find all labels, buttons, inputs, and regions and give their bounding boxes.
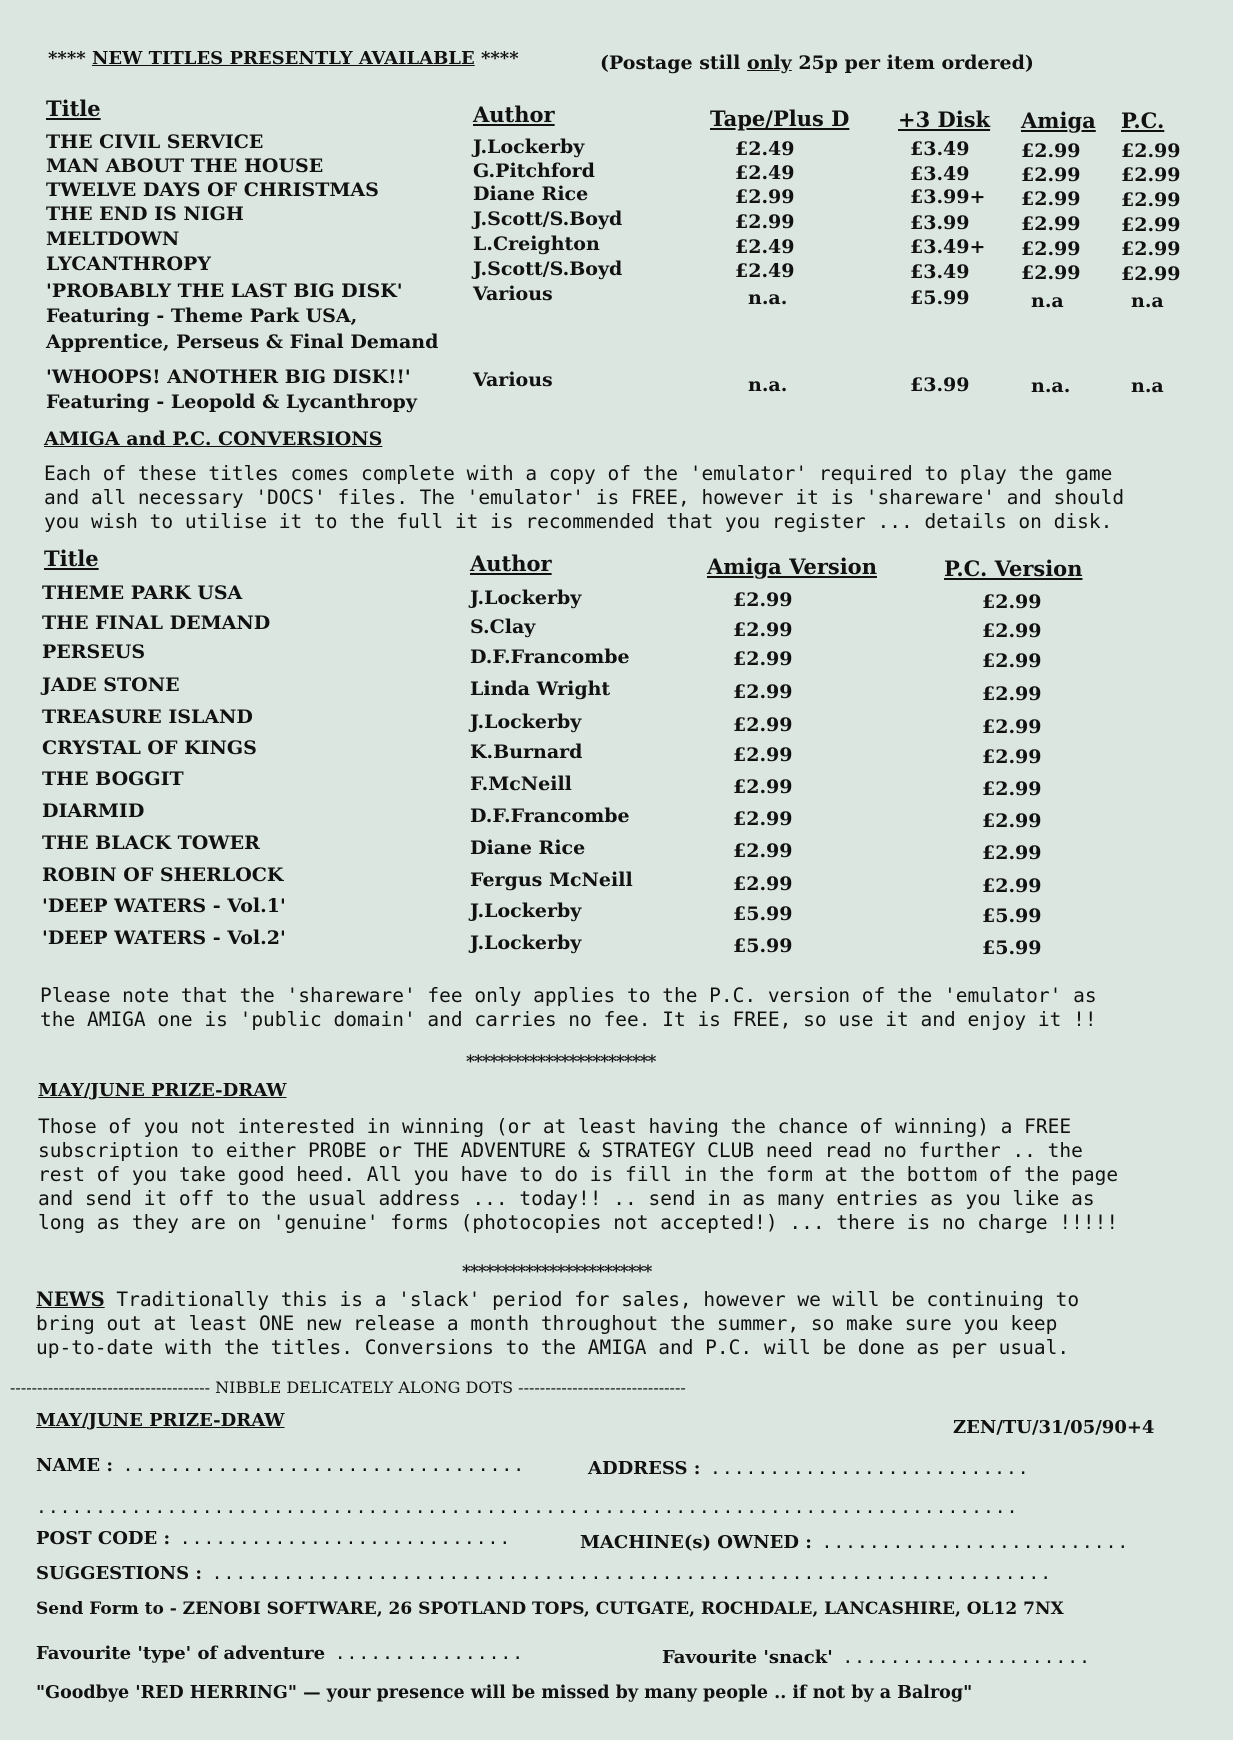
conv-row-author: D.F.Francombe (470, 805, 630, 827)
big-disk-2-amiga: n.a. (1031, 375, 1071, 397)
new-title-row-amiga: £2.99 (1021, 140, 1081, 162)
new-title-row-author: Various (473, 283, 553, 305)
new-title-row-tape: n.a. (748, 287, 788, 309)
new-title-row-title: TWELVE DAYS OF CHRISTMAS (46, 179, 379, 201)
cut-line-left: ------------------------------------- (10, 1378, 211, 1397)
header-stars-right: **** (480, 48, 519, 69)
postcode-field[interactable]: ............................ (179, 1528, 512, 1549)
new-title-row-amiga: £2.99 (1021, 164, 1081, 186)
separator-stars-2: ************************ (462, 1262, 652, 1282)
new-title-row-amiga: n.a (1031, 290, 1064, 312)
machine-field[interactable]: .......................... (821, 1532, 1130, 1553)
conv-row-title: THE BOGGIT (42, 768, 184, 790)
new-title-row-amiga: £2.99 (1021, 213, 1081, 235)
conv-row-amiga: £5.99 (733, 935, 793, 957)
conv-row-amiga: £2.99 (733, 808, 793, 830)
suggestions-field[interactable]: ....................................................................... (211, 1563, 1053, 1584)
new-title-row-tape: £2.99 (735, 186, 795, 208)
postcode-label: POST CODE : (36, 1528, 171, 1549)
conv-row-title: THEME PARK USA (42, 582, 243, 604)
col-disk-heading: +3 Disk (898, 107, 991, 132)
new-title-row-amiga: £2.99 (1021, 262, 1081, 284)
new-title-row-title: 'PROBABLY THE LAST BIG DISK' (46, 280, 403, 302)
conv-row-amiga: £2.99 (733, 873, 793, 895)
prize-heading: MAY/JUNE PRIZE-DRAW (38, 1080, 287, 1101)
address-row (588, 1458, 1030, 1479)
favourite-type-field[interactable]: ................ (334, 1643, 525, 1664)
conv-row-title: 'DEEP WATERS - Vol.1' (42, 895, 286, 917)
conv-row-title: JADE STONE (42, 674, 180, 696)
conv-row-title: DIARMID (42, 800, 145, 822)
new-title-row-amiga: £2.99 (1021, 238, 1081, 260)
conversions-intro-line: Each of these titles comes complete with a copy of the 'emulator' required to play the game (44, 462, 1113, 485)
new-title-row-pc: n.a (1131, 290, 1164, 312)
new-title-row-disk: £3.49 (910, 163, 970, 185)
news-line: up-to-date with the titles. Conversions to the AMIGA and P.C. will be done as per usual. (36, 1336, 1070, 1359)
new-title-row-author: G.Pitchford (473, 160, 595, 182)
conv-row-title: TREASURE ISLAND (42, 706, 253, 728)
send-form-address: Send Form to - ZENOBI SOFTWARE, 26 SPOTLAND TOPS, CUTGATE, ROCHDALE, LANCASHIRE, OL12 7NX (36, 1599, 1064, 1619)
prize-line: Those of you not interested in winning (or at least having the chance of winning) a FREE (38, 1115, 1072, 1138)
conv-row-pc: £2.99 (982, 746, 1042, 768)
favourite-snack-label: Favourite 'snack' (662, 1647, 833, 1668)
conversions-intro-line: you wish to utilise it to the full it is recommended that you register ... details on disk. (44, 510, 1113, 533)
cut-line (10, 1378, 686, 1397)
new-title-row-tape: £2.99 (735, 211, 795, 233)
conv-row-amiga: £2.99 (733, 840, 793, 862)
form-reference: ZEN/TU/31/05/90+4 (953, 1417, 1155, 1438)
new-title-row-title: THE END IS NIGH (46, 203, 244, 225)
conv-col-amiga-heading: Amiga Version (707, 554, 877, 579)
conv-row-author: D.F.Francombe (470, 646, 630, 668)
big-disk-1-featuring-2: Apprentice, Perseus & Final Demand (46, 331, 439, 353)
big-disk-1-featuring: Featuring - Theme Park USA, (46, 305, 358, 327)
address-field-line-2[interactable]: ................................................................................... (36, 1497, 1019, 1518)
news-text (36, 1288, 1079, 1360)
new-title-row-pc: £2.99 (1121, 238, 1181, 260)
conv-row-author: J.Lockerby (470, 932, 582, 954)
separator-stars: ************************ (466, 1052, 656, 1072)
conv-row-author: Diane Rice (470, 837, 586, 859)
suggestions-row (36, 1563, 1052, 1584)
conv-row-amiga: £2.99 (733, 681, 793, 703)
conversions-intro-line: and all necessary 'DOCS' files. The 'emulator' is FREE, however it is 'shareware' and should (44, 486, 1125, 509)
new-title-row-title: MAN ABOUT THE HOUSE (46, 155, 324, 177)
postage-only: only (746, 52, 792, 74)
conv-row-pc: £2.99 (982, 875, 1042, 897)
conv-row-amiga: £2.99 (733, 619, 793, 641)
prize-text (38, 1115, 1118, 1235)
postage-pre: (Postage still (600, 52, 747, 74)
col-author-heading: Author (473, 102, 555, 127)
prize-line: subscription to either PROBE or THE ADVENTURE & STRATEGY CLUB need read no further .. the (38, 1139, 1083, 1162)
conv-row-pc: £5.99 (982, 905, 1042, 927)
header-line (48, 48, 519, 69)
shareware-note-line: Please note that the 'shareware' fee only applies to the P.C. version of the 'emulator' as (40, 984, 1097, 1007)
big-disk-2-featuring: Featuring - Leopold & Lycanthropy (46, 391, 417, 413)
postage-note (600, 52, 1034, 74)
header-stars-left: **** (48, 48, 86, 69)
conv-row-author: J.Lockerby (470, 900, 582, 922)
col-title-heading: Title (46, 96, 101, 121)
conv-row-title: 'DEEP WATERS - Vol.2' (42, 927, 286, 949)
conv-row-pc: £5.99 (982, 937, 1042, 959)
new-title-row-author: J.Scott/S.Boyd (473, 208, 623, 230)
new-title-row-disk: £3.99+ (910, 186, 986, 208)
new-title-row-author: Diane Rice (473, 183, 589, 205)
goodbye-line: "Goodbye 'RED HERRING" — your presence will be missed by many people .. if not by a Balrog" (36, 1683, 973, 1703)
cut-line-text: NIBBLE DELICATELY ALONG DOTS (215, 1378, 514, 1397)
address-label: ADDRESS : (588, 1458, 701, 1479)
shareware-note-line: the AMIGA one is 'public domain' and carries no fee. It is FREE, so use it and enjoy it !! (40, 1008, 1097, 1031)
postage-post: 25p per item ordered) (791, 52, 1034, 74)
conv-row-amiga: £2.99 (733, 776, 793, 798)
conv-row-pc: £2.99 (982, 716, 1042, 738)
new-title-row-tape: £2.49 (735, 162, 795, 184)
conv-row-pc: £2.99 (982, 810, 1042, 832)
new-title-row-pc: £2.99 (1121, 140, 1181, 162)
new-title-row-disk: £3.99 (910, 212, 970, 234)
conv-row-title: CRYSTAL OF KINGS (42, 737, 257, 759)
new-title-row-author: L.Creighton (473, 233, 600, 255)
conv-row-title: PERSEUS (42, 641, 146, 663)
news-line: Traditionally this is a 'slack' period for sales, however we will be continuing to (104, 1288, 1080, 1311)
favourite-type-row (36, 1643, 524, 1664)
news-label: NEWS (36, 1288, 105, 1311)
conv-row-pc: £2.99 (982, 620, 1042, 642)
name-row (36, 1455, 525, 1476)
conv-row-amiga: £5.99 (733, 903, 793, 925)
conv-row-amiga: £2.99 (733, 744, 793, 766)
conv-row-title: THE FINAL DEMAND (42, 612, 271, 634)
new-title-row-tape: £2.49 (735, 260, 795, 282)
conv-row-pc: £2.99 (982, 842, 1042, 864)
name-field[interactable]: .................................. (122, 1455, 526, 1476)
machine-label: MACHINE(s) OWNED : (580, 1532, 812, 1553)
machine-row (580, 1532, 1129, 1553)
big-disk-2-title: 'WHOOPS! ANOTHER BIG DISK!!' (46, 366, 411, 388)
new-title-row-disk: £5.99 (910, 287, 970, 309)
prize-line: and send it off to the usual address ... today!! .. send in as many entries as you like as (38, 1187, 1095, 1210)
conv-row-pc: £2.99 (982, 591, 1042, 613)
new-title-row-author: J.Lockerby (473, 136, 585, 158)
big-disk-2-tape: n.a. (748, 374, 788, 396)
new-title-row-title: MELTDOWN (46, 228, 180, 250)
name-label: NAME : (36, 1455, 113, 1476)
new-title-row-pc: £2.99 (1121, 214, 1181, 236)
col-pc-heading: P.C. (1121, 108, 1165, 133)
conv-row-author: S.Clay (470, 616, 536, 638)
cut-line-right: ------------------------------- (518, 1378, 686, 1397)
prize-line: long as they are on 'genuine' forms (photocopies not accepted!) ... there is no charge !!!!! (38, 1211, 1119, 1234)
prize-line: rest of you take good heed. All you have to do is fill in the form at the bottom of the page (38, 1163, 1119, 1186)
conversions-heading: AMIGA and P.C. CONVERSIONS (44, 428, 383, 450)
big-disk-2-pc: n.a (1131, 375, 1164, 397)
header-title: NEW TITLES PRESENTLY AVAILABLE (91, 48, 475, 69)
conv-col-title-heading: Title (44, 546, 99, 571)
new-title-row-pc: £2.99 (1121, 263, 1181, 285)
shareware-note (40, 984, 1097, 1032)
postcode-row (36, 1528, 511, 1549)
big-disk-2-disk: £3.99 (910, 374, 970, 396)
address-field[interactable]: ........................... (710, 1458, 1030, 1479)
new-title-row-author: J.Scott/S.Boyd (473, 258, 623, 280)
conv-row-author: J.Lockerby (470, 711, 582, 733)
conv-row-pc: £2.99 (982, 683, 1042, 705)
conv-row-pc: £2.99 (982, 650, 1042, 672)
conv-col-author-heading: Author (470, 551, 552, 576)
conv-row-amiga: £2.99 (733, 589, 793, 611)
conv-row-author: K.Burnard (470, 741, 583, 763)
new-title-row-disk: £3.49 (910, 261, 970, 283)
new-title-row-tape: £2.49 (735, 138, 795, 160)
conv-row-title: ROBIN OF SHERLOCK (42, 864, 284, 886)
new-title-row-pc: £2.99 (1121, 189, 1181, 211)
new-title-row-tape: £2.49 (735, 236, 795, 258)
new-title-row-disk: £3.49 (910, 138, 970, 160)
favourite-snack-field[interactable]: ..................... (842, 1647, 1091, 1668)
conv-row-author: Fergus McNeill (470, 869, 633, 891)
conv-row-amiga: £2.99 (733, 648, 793, 670)
new-title-row-title: LYCANTHROPY (46, 253, 211, 275)
conversions-intro (44, 462, 1124, 534)
conv-row-title: THE BLACK TOWER (42, 832, 260, 854)
conv-row-author: J.Lockerby (470, 587, 582, 609)
news-line: bring out at least ONE new release a month throughout the summer, so make sure you keep (36, 1312, 1058, 1335)
col-tape-heading: Tape/Plus D (710, 106, 850, 131)
conv-row-amiga: £2.99 (733, 714, 793, 736)
favourite-snack-row (662, 1647, 1091, 1668)
new-title-row-amiga: £2.99 (1021, 188, 1081, 210)
col-amiga-heading: Amiga (1021, 108, 1096, 133)
big-disk-2-author: Various (473, 369, 553, 391)
conv-col-pc-heading: P.C. Version (944, 556, 1083, 581)
form-heading: MAY/JUNE PRIZE-DRAW (36, 1410, 285, 1431)
conv-row-author: Linda Wright (470, 678, 611, 700)
conv-row-author: F.McNeill (470, 773, 572, 795)
favourite-type-label: Favourite 'type' of adventure (36, 1643, 326, 1664)
suggestions-label: SUGGESTIONS : (36, 1563, 203, 1584)
new-title-row-title: THE CIVIL SERVICE (46, 131, 264, 153)
new-title-row-disk: £3.49+ (910, 236, 986, 258)
new-title-row-pc: £2.99 (1121, 164, 1181, 186)
conv-row-pc: £2.99 (982, 778, 1042, 800)
